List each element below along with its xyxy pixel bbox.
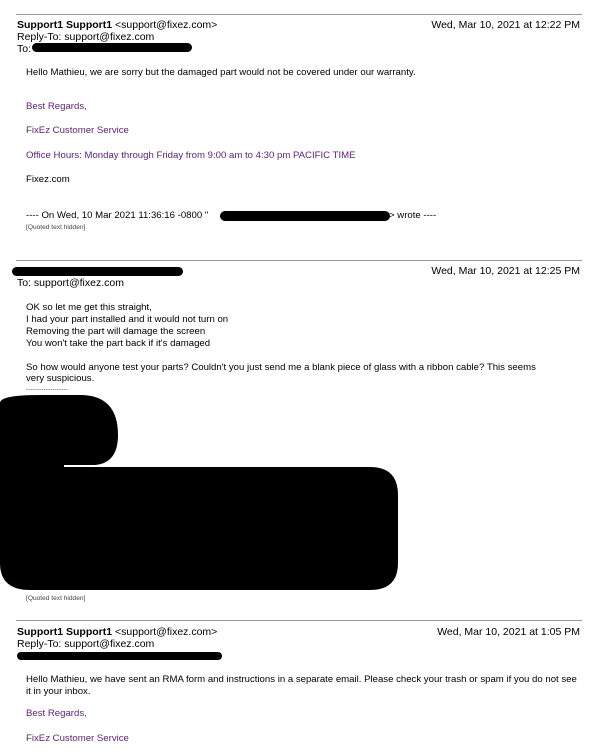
quote-header-prefix: ---- On Wed, 10 Mar 2021 11:36:16 -0800 " [26,210,209,221]
quote-header-suffix: > wrote ---- [389,210,437,221]
message-question: So how would anyone test your parts? Couldn't you just send me a blank piece of glass with a ribbon cable? This seems [26,362,536,373]
sender-email: <support@fixez.com> [115,626,218,638]
message-divider [16,260,582,261]
separator-line: ------------------- [26,386,68,393]
message-date: Wed, Mar 10, 2021 at 1:05 PM [437,626,580,638]
sender-email: <support@fixez.com> [115,19,218,31]
signature-regards: Best Regards, [26,101,87,112]
quoted-text-hidden[interactable]: [Quoted text hidden] [26,224,86,231]
signature-company: FixEz Customer Service [26,125,129,136]
message-divider [16,14,582,15]
reply-to: Reply-To: support@fixez.com [17,31,155,43]
message-divider [16,620,582,621]
reply-to: Reply-To: support@fixez.com [17,638,155,650]
message-date: Wed, Mar 10, 2021 at 12:25 PM [431,265,580,277]
message-line: You won't take the part back if it's damaged [26,338,211,349]
message-body: Hello Mathieu, we have sent an RMA form and instructions in a separate email. Please check your trash or spam if you do not see [26,674,577,685]
signature-company: FixEz Customer Service [26,733,129,744]
sender-name: Support1 Support1 [17,626,113,638]
message-line: I had your part installed and it would not turn on [26,314,229,325]
quoted-text-hidden[interactable]: [Quoted text hidden] [26,595,86,602]
redaction-sender [12,267,183,276]
signature-site: Fixez.com [26,174,70,185]
message-body: it in your inbox. [26,686,91,697]
to-label: To: [17,43,32,55]
sender [17,19,217,31]
signature-regards: Best Regards, [26,708,87,719]
redaction-to [32,43,192,52]
signature-hours: Office Hours: Monday through Friday from 9:00 am to 4:30 pm PACIFIC TIME [26,150,356,161]
to-recipient: To: support@fixez.com [17,277,124,289]
redaction-to [17,652,222,660]
message-line: Removing the part will damage the screen [26,326,206,337]
message-line: OK so let me get this straight, [26,302,152,313]
message-question: very suspicious. [26,373,95,384]
message-date: Wed, Mar 10, 2021 at 12:22 PM [431,19,580,31]
sender [17,626,217,638]
redaction-block [0,395,400,600]
sender-name: Support1 Support1 [17,19,113,31]
redaction-quote [220,211,390,221]
message-body: Hello Mathieu, we are sorry but the damaged part would not be covered under our warranty. [26,67,416,78]
